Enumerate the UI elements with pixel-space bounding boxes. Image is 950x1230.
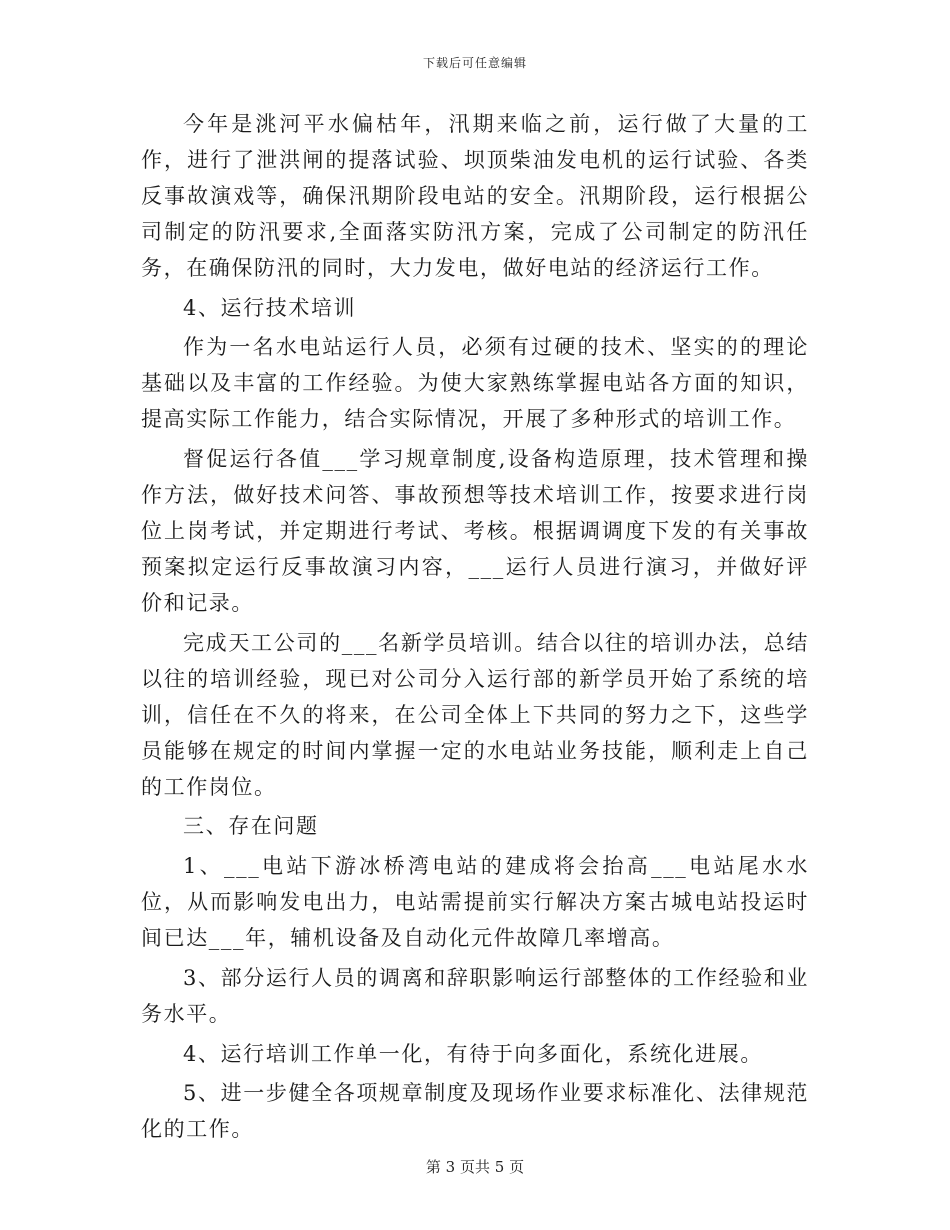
- paragraph-training-intro: 作为一名水电站运行人员，必须有过硬的技术、坚实的的理论基础以及丰富的工作经验。为使大家熟练掌握电站各方面的知识，提高实际工作能力，结合实际情况，开展了多种形式的培训工作。: [141, 335, 809, 432]
- issue-item-4: 4、运行培训工作单一化，有待于向多面化，系统化进展。: [183, 1041, 763, 1066]
- document-body: [141, 106, 809, 1151]
- page-header: 下载后可任意编辑: [422, 56, 527, 70]
- section-heading-training: 4、运行技术培训: [183, 295, 357, 320]
- section-heading-issues: 三、存在问题: [183, 814, 319, 839]
- issue-item-5: 5、进一步健全各项规章制度及现场作业要求标准化、法律规范化的工作。: [141, 1081, 809, 1142]
- issue-item-1: 1、___电站下游冰桥湾电站的建成将会抬高___电站尾水水位，从而影响发电出力，电站需提前实行解决方案古城电站投运时间已达___年，辅机设备及自动化元件故障几率增高。: [141, 854, 809, 951]
- paragraph-flood-season: 今年是洮河平水偏枯年，汛期来临之前，运行做了大量的工作，进行了泄洪闸的提落试验、坝顶柴油发电机的运行试验、各类反事故演戏等，确保汛期阶段电站的安全。汛期阶段，运行根据公司制定的防汛要求,全面落实防汛方案，完成了公司制定的防汛任务，在确保防汛的同时，大力发电，做好电站的经济运行工作。: [141, 112, 809, 280]
- issue-item-3: 3、部分运行人员的调离和辞职影响运行部整体的工作经验和业务水平。: [141, 965, 809, 1026]
- paragraph-new-trainees: 完成天工公司的___名新学员培训。结合以往的培训办法，总结以往的培训经验，现已对公司分入运行部的新学员开始了系统的培训，信任在不久的将来，在公司全体上下共同的努力之下，这些学员能够在规定的时间内掌握一定的水电站业务技能，顺利走上自己的工作岗位。: [141, 630, 809, 799]
- paragraph-training-supervision: 督促运行各值___学习规章制度,设备构造原理，技术管理和操作方法，做好技术问答、事故预想等技术培训工作，按要求进行岗位上岗考试，并定期进行考试、考核。根据调调度下发的有关事故预案拟定运行反事故演习内容，___运行人员进行演习，并做好评价和记录。: [141, 447, 809, 616]
- page-footer: 第 3 页共 5 页: [425, 1158, 525, 1176]
